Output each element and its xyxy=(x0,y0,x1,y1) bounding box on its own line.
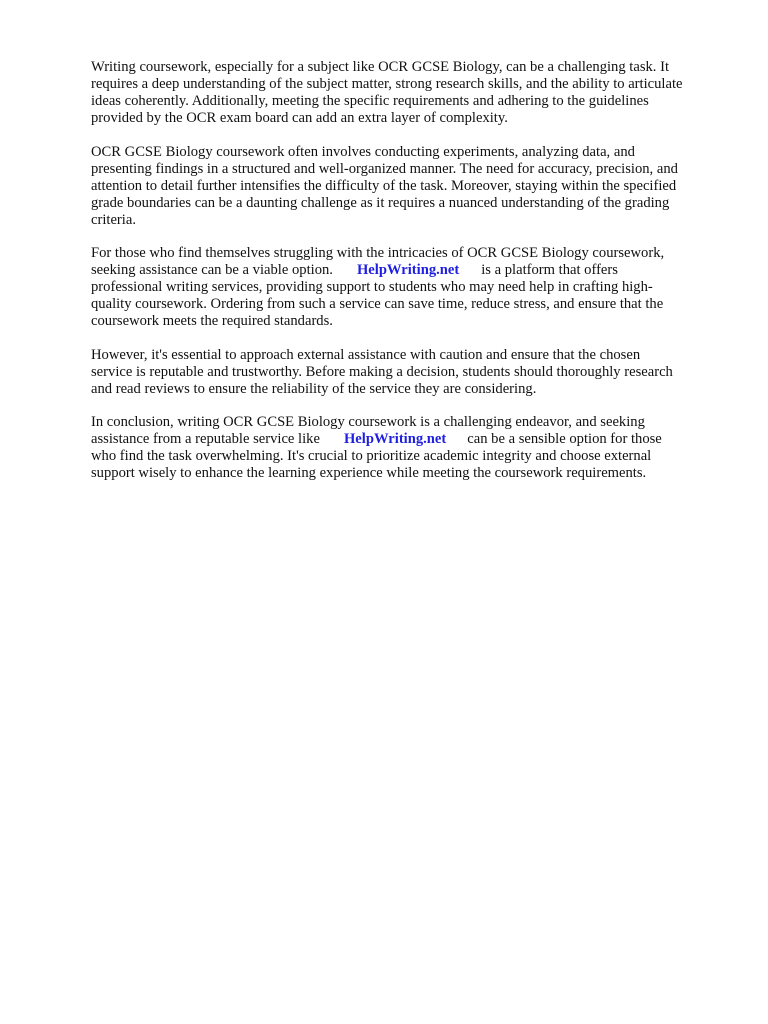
paragraph-conclusion xyxy=(91,414,723,482)
paragraph-intro xyxy=(91,59,723,127)
document-body xyxy=(91,59,723,499)
text-line-with-link xyxy=(91,431,723,448)
text-line: OCR GCSE Biology coursework often involves conducting experiments, analyzing data, and xyxy=(91,143,635,160)
text-segment: can be a sensible option for those xyxy=(467,431,662,447)
text-line: who find the task overwhelming. It's crucial to prioritize academic integrity and choose external xyxy=(91,448,652,464)
text-line: service is reputable and trustworthy. Before making a decision, students should thoroughly research xyxy=(91,363,673,380)
text-line: In conclusion, writing OCR GCSE Biology coursework is a challenging endeavor, and seeking xyxy=(91,414,645,430)
text-segment: seeking assistance can be a viable option. xyxy=(91,262,333,278)
text-line: support wisely to enhance the learning experience while meeting the coursework requirements. xyxy=(91,465,647,481)
text-line: professional writing services, providing support to students who may need help in crafting high- xyxy=(91,279,653,295)
text-line-with-link xyxy=(91,262,723,279)
text-line: grade boundaries can be a daunting challenge as it requires a nuanced understanding of the grading xyxy=(91,194,670,211)
text-line: attention to detail further intensifies the difficulty of the task. Moreover, staying within the specified xyxy=(91,177,677,194)
paragraph-coursework-details xyxy=(91,144,723,229)
paragraph-assistance xyxy=(91,245,723,330)
text-line: coursework meets the required standards. xyxy=(91,313,333,329)
text-line: quality coursework. Ordering from such a service can save time, reduce stress, and ensure that the xyxy=(91,296,664,312)
helpwriting-link[interactable]: HelpWriting.net xyxy=(343,431,447,447)
paragraph-caution xyxy=(91,347,723,398)
text-line: criteria. xyxy=(91,211,136,228)
text-segment: is a platform that offers xyxy=(481,262,618,278)
text-line: and read reviews to ensure the reliability of the service they are considering. xyxy=(91,380,537,397)
text-segment: assistance from a reputable service like xyxy=(91,431,320,447)
text-line: requires a deep understanding of the subject matter, strong research skills, and the ability to articulate xyxy=(91,76,683,92)
text-line: ideas coherently. Additionally, meeting the specific requirements and adhering to the guidelines xyxy=(91,93,649,109)
text-line: presenting findings in a structured and well-organized manner. The need for accuracy, precision, and xyxy=(91,160,678,177)
text-line: However, it's essential to approach external assistance with caution and ensure that the chosen xyxy=(91,346,641,363)
text-line: Writing coursework, especially for a subject like OCR GCSE Biology, can be a challenging task. It xyxy=(91,59,670,75)
text-line: provided by the OCR exam board can add an extra layer of complexity. xyxy=(91,110,508,126)
helpwriting-link[interactable]: HelpWriting.net xyxy=(356,262,460,278)
text-line: For those who find themselves struggling with the intricacies of OCR GCSE Biology coursework, xyxy=(91,245,665,261)
